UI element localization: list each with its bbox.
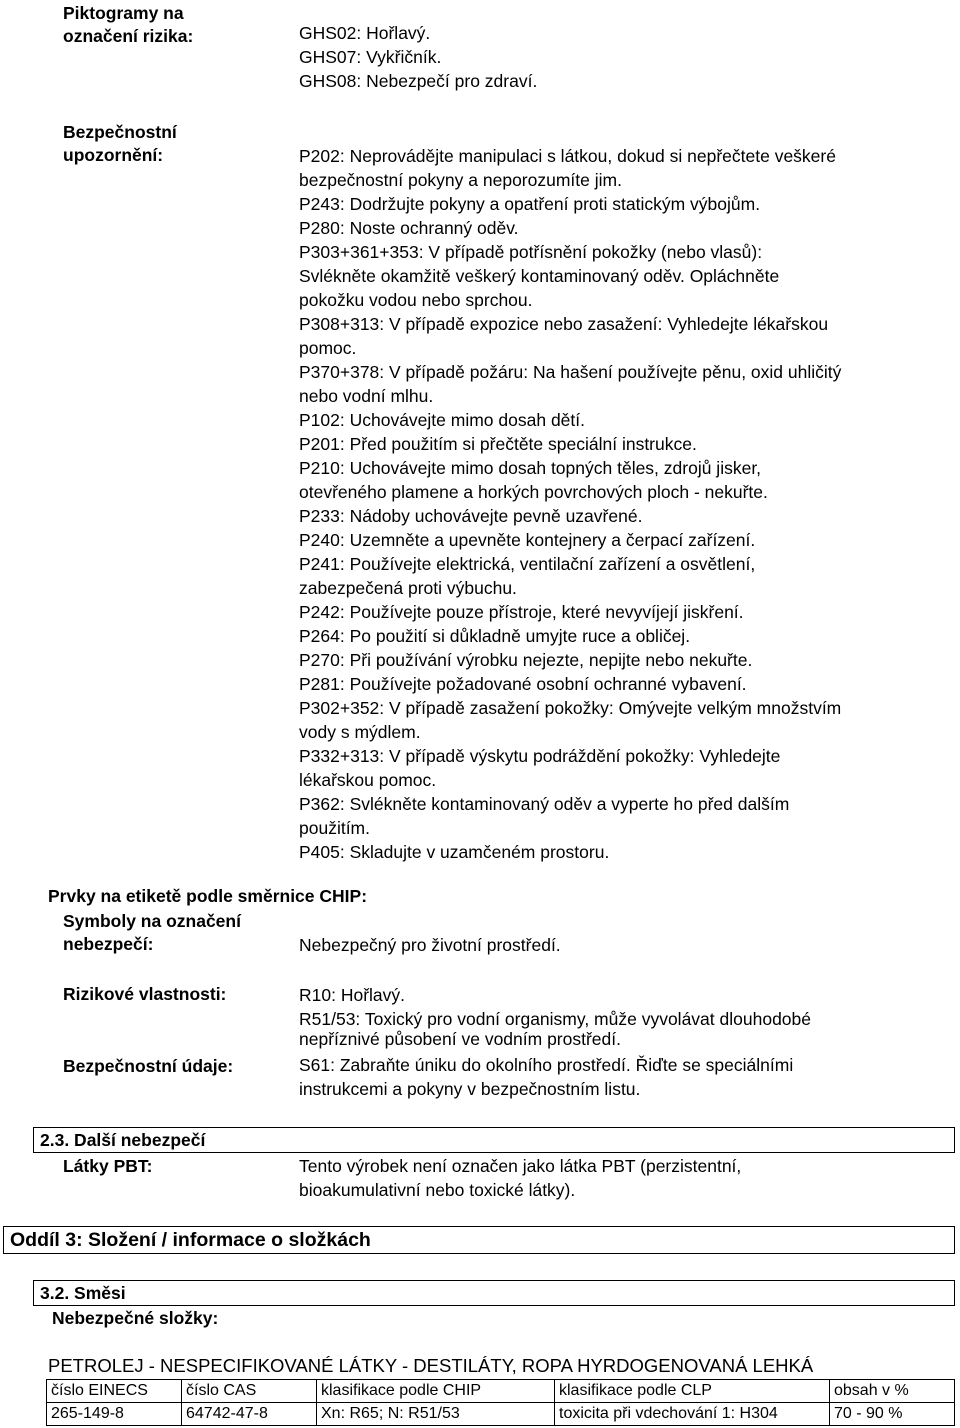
hazardous-components-label: Nebezpečné složky:: [52, 1308, 219, 1328]
section-3-heading: Oddíl 3: Složení / informace o složkách: [10, 1229, 371, 1251]
pictograms-values: GHS02: Hořlavý. GHS07: Vykřičník. GHS08: Nebezpečí pro zdraví.: [299, 23, 538, 91]
component-table: [46, 1379, 955, 1426]
section-3-2-header-box: [33, 1280, 955, 1306]
header-content: obsah v %: [830, 1380, 955, 1403]
pictograms-label: Piktogramy na označení rizika:: [63, 3, 194, 46]
precautionary-statement-line: vody s mýdlem.: [299, 722, 421, 742]
table-row: [47, 1403, 955, 1426]
pbt-values: Tento výrobek není označen jako látka PBT (perzistentní, bioakumulativní nebo toxické látky).: [299, 1156, 742, 1200]
precautionary-statement-line: použitím.: [299, 818, 370, 838]
chip-symbols-label: Symboly na označení nebezpečí:: [63, 911, 241, 954]
precautionary-statement-line: bezpečnostní pokyny a neporozumíte jim.: [299, 170, 622, 190]
precautionary-statements-label: Bezpečnostní upozornění:: [63, 122, 177, 165]
precautionary-statement-line: zabezpečená proti výbuchu.: [299, 578, 517, 598]
section-2-3-header-box: [33, 1127, 955, 1153]
precautionary-statement-line: P370+378: V případě požáru: Na hašení používejte pěnu, oxid uhličitý: [299, 362, 842, 382]
pbt-label: Látky PBT:: [63, 1156, 153, 1176]
header-clp: klasifikace podle CLP: [555, 1380, 830, 1403]
section-2-3-heading: 2.3. Další nebezpečí: [40, 1130, 206, 1150]
precautionary-statements-list: [299, 144, 949, 864]
precautionary-statement-line: P202: Neprovádějte manipulaci s látkou, dokud si nepřečtete veškeré: [299, 146, 836, 166]
section-3-header-box: [3, 1226, 955, 1254]
chip-safety-label: Bezpečnostní údaje:: [63, 1056, 234, 1076]
cell-clp: toxicita při vdechování 1: H304: [555, 1403, 830, 1426]
precautionary-statement-line: P242: Používejte pouze přístroje, které nevyvíjejí jiskření.: [299, 602, 744, 622]
header-cas: číslo CAS: [182, 1380, 317, 1403]
cell-content: 70 - 90 %: [830, 1403, 955, 1426]
precautionary-statement-line: P280: Noste ochranný oděv.: [299, 218, 519, 238]
precautionary-statement-line: P243: Dodržujte pokyny a opatření proti statickým výbojům.: [299, 194, 761, 214]
chip-risk-label: Rizikové vlastnosti:: [63, 984, 227, 1004]
precautionary-statement-line: nebo vodní mlhu.: [299, 386, 434, 406]
precautionary-statement-line: P303+361+353: V případě potřísnění pokožky (nebo vlasů):: [299, 242, 763, 262]
precautionary-statement-line: P308+313: V případě expozice nebo zasažení: Vyhledejte lékařskou: [299, 314, 829, 334]
precautionary-statement-line: P241: Používejte elektrická, ventilační zařízení a osvětlení,: [299, 554, 756, 574]
component-name: PETROLEJ - NESPECIFIKOVANÉ LÁTKY - DESTILÁTY, ROPA HYRDOGENOVANÁ LEHKÁ: [48, 1355, 814, 1376]
header-chip: klasifikace podle CHIP: [317, 1380, 555, 1403]
cell-einecs: 265-149-8: [47, 1403, 182, 1426]
precautionary-statement-line: P332+313: V případě výskytu podráždění pokožky: Vyhledejte: [299, 746, 781, 766]
table-header-row: [47, 1380, 955, 1403]
precautionary-statement-line: pomoc.: [299, 338, 357, 358]
precautionary-statement-line: P201: Před použitím si přečtěte speciální instrukce.: [299, 434, 697, 454]
precautionary-statement-line: P264: Po použití si důkladně umyjte ruce a obličej.: [299, 626, 691, 646]
cell-chip: Xn: R65; N: R51/53: [317, 1403, 555, 1426]
precautionary-statement-line: P240: Uzemněte a upevněte kontejnery a čerpací zařízení.: [299, 530, 756, 550]
chip-heading: Prvky na etiketě podle směrnice CHIP:: [48, 886, 368, 906]
section-3-2-heading: 3.2. Směsi: [40, 1283, 126, 1303]
chip-symbols-value: Nebezpečný pro životní prostředí.: [299, 935, 561, 955]
precautionary-statement-line: Svlékněte okamžitě veškerý kontaminovaný oděv. Opláchněte: [299, 266, 780, 286]
precautionary-statement-line: P102: Uchovávejte mimo dosah dětí.: [299, 410, 585, 430]
precautionary-statement-line: P210: Uchovávejte mimo dosah topných těles, zdrojů jisker,: [299, 458, 762, 478]
chip-risk-values: R10: Hořlavý. R51/53: Toxický pro vodní organismy, může vyvolávat dlouhodobé nepříznivé působení ve vodním prostředí.: [299, 985, 811, 1049]
precautionary-statement-line: P281: Používejte požadované osobní ochranné vybavení.: [299, 674, 747, 694]
precautionary-statement-line: P302+352: V případě zasažení pokožky: Omývejte velkým množstvím: [299, 698, 842, 718]
chip-safety-values: S61: Zabraňte úniku do okolního prostředí. Řiďte se speciálními instrukcemi a pokyny v bezpečnostním listu.: [299, 1055, 794, 1099]
header-einecs: číslo EINECS: [47, 1380, 182, 1403]
precautionary-statement-line: lékařskou pomoc.: [299, 770, 437, 790]
precautionary-statement-line: P233: Nádoby uchovávejte pevně uzavřené.: [299, 506, 643, 526]
precautionary-statement-line: P405: Skladujte v uzamčeném prostoru.: [299, 842, 610, 862]
precautionary-statement-line: P362: Svlékněte kontaminovaný oděv a vyperte ho před dalším: [299, 794, 790, 814]
precautionary-statement-line: P270: Při používání výrobku nejezte, nepijte nebo nekuřte.: [299, 650, 753, 670]
precautionary-statement-line: pokožku vodou nebo sprchou.: [299, 290, 533, 310]
cell-cas: 64742-47-8: [182, 1403, 317, 1426]
precautionary-statement-line: otevřeného plamene a horkých povrchových ploch - nekuřte.: [299, 482, 768, 502]
